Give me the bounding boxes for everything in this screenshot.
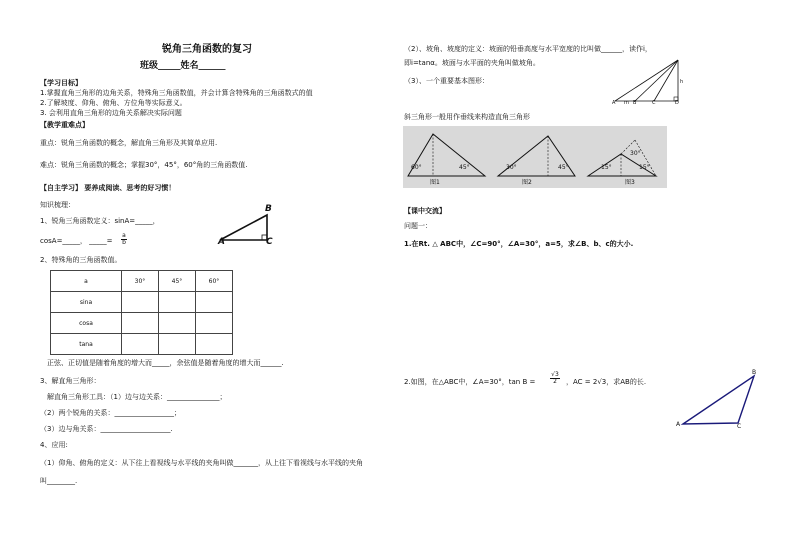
fig3-angle-15a: 15° [601, 164, 612, 171]
self-study-heading: 【自主学习】 要养成阅读、思考的好习惯！ [40, 184, 176, 192]
key-point: 重点：锐角三角函数的概念，解直角三角形及其简单应用. [40, 139, 218, 147]
table-cell [159, 334, 196, 355]
table-cell [159, 313, 196, 334]
fig2-caption: 图2 [522, 179, 532, 186]
table-row [51, 313, 233, 334]
fraction-a-over-b [121, 233, 127, 246]
hard-point: 难点：锐角三角函数的概念；掌握30°，45°，60°角的三角函数值. [40, 161, 248, 169]
table-cell [122, 292, 159, 313]
table-cell: cosa [51, 313, 122, 334]
table-cell [196, 334, 233, 355]
problem-2-label-a: A [676, 421, 681, 428]
problem-2-tail: ，AC = 2√3，求AB的长. [566, 378, 647, 386]
basic-figure-label-m: m [624, 100, 629, 106]
tan-b-numerator: √3 [551, 371, 559, 378]
fig1-angle-60: 60° [411, 164, 422, 171]
slope-definition: （2）、坡角、坡度的定义：坡面的铅垂高度与水平宽度的比叫做______，读作i， [404, 45, 652, 53]
class-name-line: 班级_____姓名______ [140, 61, 226, 71]
fig1-caption: 图1 [430, 179, 440, 186]
fraction-denominator: b [122, 239, 126, 246]
fig3-angle-30: 30° [630, 150, 641, 157]
problem-2-label-b: B [752, 369, 757, 376]
basic-figure [610, 56, 685, 108]
fig2-angle-45: 45° [558, 164, 569, 171]
question-3: 3、解直角三角形： [40, 377, 101, 385]
fig1-angle-45: 45° [459, 164, 470, 171]
page-title: 锐角三角函数的复习 [162, 44, 252, 55]
slope-definition-2: 即i=tanα。坡面与水平面的夹角叫做坡角。 [404, 59, 540, 67]
tan-b-denominator: 2 [553, 378, 557, 385]
triangle-label-c: C [266, 237, 273, 247]
special-angle-table [50, 270, 233, 355]
goal-3: 3. 会利用直角三角形的边角关系解决实际问题 [40, 109, 182, 117]
goals-heading: 【学习目标】 [40, 79, 82, 87]
question-1b: cosA=_____， _____= [40, 237, 113, 245]
fig2-angle-30: 30° [506, 164, 517, 171]
table-cell [196, 313, 233, 334]
problem-2: 2.如图，在△ABC中，∠A=30°，tan B = [404, 378, 536, 386]
basic-figure-label-h: h [680, 79, 684, 85]
fig3-angle-15b: 15° [639, 164, 650, 171]
fraction-numerator: a [122, 232, 126, 239]
problem-2-triangle [675, 368, 760, 430]
question-3-1: 解直角三角形工具：（1）边与边关系：_______________； [47, 393, 227, 401]
question-2: 2、特殊角的三角函数值。 [40, 256, 122, 264]
table-row [51, 292, 233, 313]
goal-1: 1.掌握直角三角形的边角关系，特殊角三角函数值，并会计算含特殊角的三角函数式的值 [40, 89, 313, 97]
problem-2-label-c: C [737, 423, 742, 430]
table-cell [122, 313, 159, 334]
question-1: 1、锐角三角函数定义：sinA=_____， [40, 217, 160, 225]
fig3-caption: 图3 [625, 179, 635, 186]
table-cell: 45° [159, 271, 196, 292]
triangle-label-b: B [265, 204, 272, 214]
basic-figure-heading: （3）、一个重要基本图形： [404, 77, 489, 85]
basic-figure-label-a: A [612, 100, 616, 106]
table-cell: sina [51, 292, 122, 313]
trend-note: 正弦、正切值是随着角度的增大而_____，余弦值是随着角度的增大而______. [47, 359, 284, 367]
basic-figure-label-c: C [652, 100, 656, 106]
exchange-heading: 【课中交流】 [404, 207, 446, 215]
table-cell: 30° [122, 271, 159, 292]
table-header-row [51, 271, 233, 292]
table-cell [122, 334, 159, 355]
problem-1: 1.在Rt. △ ABC中，∠C=90°，∠A=30°，a=5，求∠B、b、c的大小. [404, 240, 634, 248]
goal-2: 2.了解坡度、仰角、俯角、方位角等实际意义。 [40, 99, 187, 107]
table-cell: 60° [196, 271, 233, 292]
basic-figure-label-d: D [675, 100, 679, 106]
question-3-2: （2）两个锐角的关系：_________________； [40, 409, 181, 417]
review-heading: 知识梳理： [40, 201, 75, 209]
problem-1-heading: 问题一： [404, 222, 432, 230]
triangle-label-a: A [218, 237, 225, 247]
tan-b-fraction [550, 372, 560, 385]
question-4-1: （1）仰角、俯角的定义：从下往上看视线与水平线的夹角叫做_______，从上往下看视线与水平线的夹角 [40, 459, 363, 467]
basic-figure-label-b: B [633, 100, 637, 106]
question-4-2: 叫________. [40, 477, 78, 485]
oblique-triangle-note: 斜三角形一般用作垂线来构造直角三角形 [404, 113, 530, 121]
table-cell: a [51, 271, 122, 292]
table-cell: tana [51, 334, 122, 355]
question-4: 4、应用: [40, 441, 68, 449]
focus-heading: 【教学重难点】 [40, 121, 89, 129]
table-cell [196, 292, 233, 313]
table-row [51, 334, 233, 355]
question-3-3: （3）边与角关系：____________________. [40, 425, 173, 433]
table-cell [159, 292, 196, 313]
